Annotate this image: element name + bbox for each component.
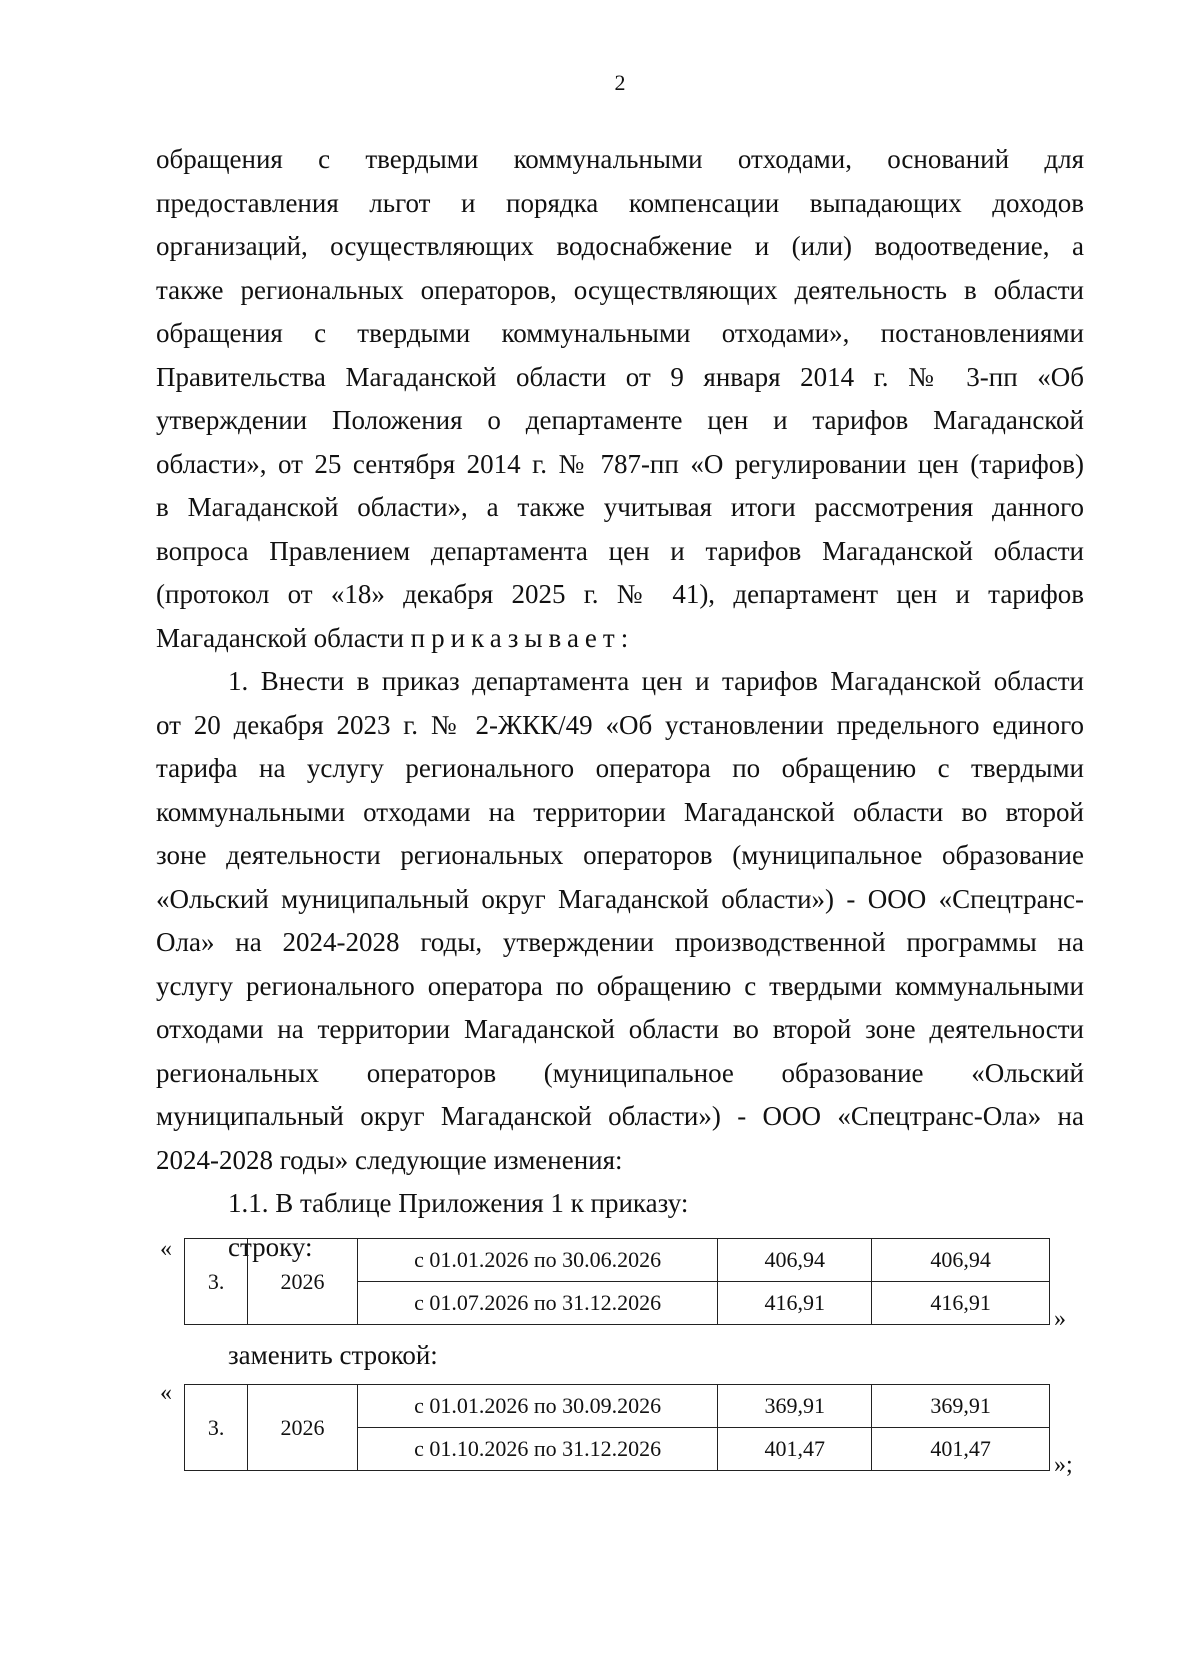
value-cell: 369,91 [872,1385,1050,1428]
text-line: 1. Внести в приказ департамента цен и тарифов Магаданской области [228,666,1084,696]
item-1-1: 1.1. В таблице Приложения 1 к приказу: [228,1188,689,1218]
period-cell: с 01.01.2026 по 30.06.2026 [357,1239,718,1282]
text-line: (протокол от «18» декабря 2025 г. № 41), департамент цен и тарифов [156,579,1084,609]
table-row [185,1385,1050,1428]
text-line: тарифа на услугу регионального оператора по обращению с твердыми [156,753,1084,783]
quote-open: « [160,1380,172,1406]
text-line: области», от 25 сентября 2014 г. № 787-пп «О регулировании цен (тарифов) [156,448,1084,479]
text-line: Ола» на 2024-2028 годы, утверждении производственной программы на [156,927,1084,957]
text-line: отходами на территории Магаданской области во второй зоне деятельности [156,1014,1084,1044]
value-cell: 401,47 [872,1428,1050,1471]
paragraph-preamble [156,138,1084,1269]
text-line: обращения с твердыми коммунальными отходами, оснований для [156,144,1084,174]
text-line: Правительства Магаданской области от 9 января 2014 г. № 3-пп «Об [156,361,1084,392]
text-line-last [156,617,1084,661]
text-line: услугу регионального оператора по обращению с твердыми коммунальными [156,970,1084,1001]
value-cell: 401,47 [718,1428,872,1471]
replace-label: заменить строкой: [228,1340,438,1370]
text-line: утверждении Положения о департаменте цен и тарифов Магаданской [156,405,1084,435]
old-row-table [184,1238,1050,1325]
row-year: 2026 [248,1239,358,1325]
value-cell: 406,94 [872,1239,1050,1282]
text-line: «Ольский муниципальный округ Магаданской области») - ООО «Спецтранс- [156,883,1084,914]
value-cell: 416,91 [718,1282,872,1325]
row-number: 3. [185,1385,248,1471]
text-line: вопроса Правлением департамента цен и тарифов Магаданской области [156,535,1084,566]
value-cell: 416,91 [872,1282,1050,1325]
new-row-table [184,1384,1050,1471]
text-line-last: 2024-2028 годы» следующие изменения: [156,1144,623,1175]
text-line: в Магаданской области», а также учитывая итоги рассмотрения данного [156,492,1084,522]
quote-close: » [1054,1306,1066,1332]
text-line: также региональных операторов, осуществляющих деятельность в области [156,274,1084,305]
text-line: организаций, осуществляющих водоснабжение и (или) водоотведение, а [156,231,1084,261]
text-line: от 20 декабря 2023 г. № 2-ЖКК/49 «Об установлении предельного единого [156,709,1084,740]
text-line: зоне деятельности региональных операторов (муниципальное образование [156,840,1084,870]
text-fragment: Магаданской области [156,622,411,653]
order-word: приказывает: [410,622,635,653]
period-cell: с 01.10.2026 по 31.12.2026 [357,1428,718,1471]
value-cell: 369,91 [718,1385,872,1428]
table-row [185,1239,1050,1282]
page-number: 2 [614,70,626,95]
period-cell: с 01.07.2026 по 31.12.2026 [357,1282,718,1325]
quote-close: »; [1054,1452,1073,1478]
row-number: 3. [185,1239,248,1325]
value-cell: 406,94 [718,1239,872,1282]
row-year: 2026 [248,1385,358,1471]
row-label: строку: [228,1231,313,1262]
text-line: региональных операторов (муниципальное образование «Ольский [156,1057,1084,1088]
text-line: муниципальный округ Магаданской области») - ООО «Спецтранс-Ола» на [156,1101,1084,1131]
text-line: коммунальными отходами на территории Магаданской области во второй [156,796,1084,827]
quote-open: « [160,1236,172,1262]
period-cell: с 01.01.2026 по 30.09.2026 [357,1385,718,1428]
text-line: предоставления льгот и порядка компенсации выпадающих доходов [156,187,1084,218]
text-line: обращения с твердыми коммунальными отходами», постановлениями [156,318,1084,348]
